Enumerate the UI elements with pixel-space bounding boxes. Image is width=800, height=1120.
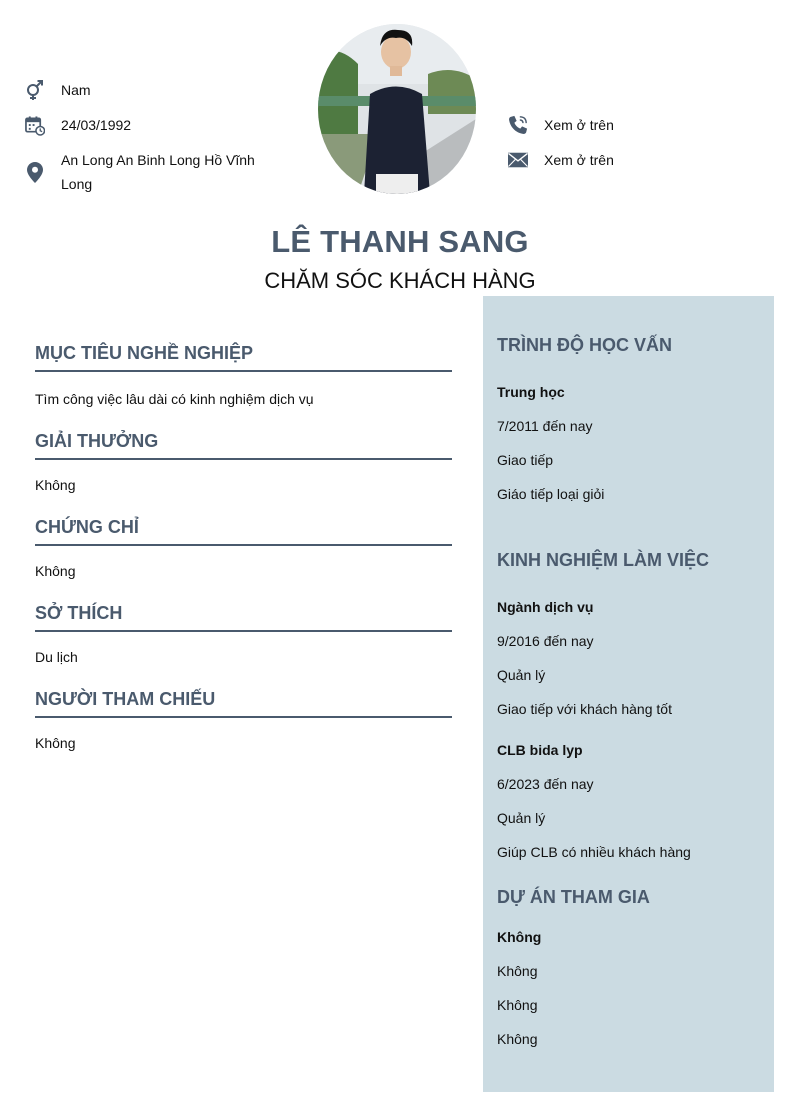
job-title: CHĂM SÓC KHÁCH HÀNG xyxy=(264,268,536,293)
calendar-icon xyxy=(25,113,45,137)
awards-text: Không xyxy=(35,477,76,493)
full-name: LÊ THANH SANG xyxy=(271,224,529,259)
project-name: Không xyxy=(497,929,542,945)
email-icon xyxy=(508,148,528,172)
gender-value: Nam xyxy=(61,82,91,98)
references-heading: NGƯỜI THAM CHIẾU xyxy=(35,689,452,718)
contact-birthday xyxy=(25,113,285,137)
experience-description: Giúp CLB có nhiều khách hàng xyxy=(497,844,691,860)
experience-position: Quản lý xyxy=(497,667,546,683)
contact-email xyxy=(508,148,708,172)
references-text: Không xyxy=(35,735,76,751)
education-school: Trung học xyxy=(497,384,565,400)
project-detail: Không xyxy=(497,963,538,979)
education-period: 7/2011 đến nay xyxy=(497,418,593,434)
contact-gender xyxy=(25,78,285,102)
certificates-text: Không xyxy=(35,563,76,579)
experience-description: Giao tiếp với khách hàng tốt xyxy=(497,701,672,717)
education-heading: TRÌNH ĐỘ HỌC VẤN xyxy=(497,335,672,355)
education-grade: Giáo tiếp loại giỏi xyxy=(497,486,605,502)
experience-company: Ngành dịch vụ xyxy=(497,599,594,615)
email-value: Xem ở trên xyxy=(544,152,614,168)
experience-company: CLB bida lyp xyxy=(497,742,583,758)
phone-value: Xem ở trên xyxy=(544,117,614,133)
experience-period: 6/2023 đến nay xyxy=(497,776,594,792)
project-detail: Không xyxy=(497,1031,538,1047)
contact-phone xyxy=(508,113,708,137)
experience-heading: KINH NGHIỆM LÀM VIỆC xyxy=(497,550,710,570)
address-value: An Long An Binh Long Hồ Vĩnh Long xyxy=(61,152,255,192)
location-pin-icon xyxy=(25,148,45,196)
awards-heading: GIẢI THƯỞNG xyxy=(35,431,452,460)
gender-icon xyxy=(25,78,45,102)
experience-position: Quản lý xyxy=(497,810,546,826)
experience-period: 9/2016 đến nay xyxy=(497,633,594,649)
birthday-value: 24/03/1992 xyxy=(61,117,132,133)
project-detail: Không xyxy=(497,997,538,1013)
avatar xyxy=(318,24,476,194)
contact-address xyxy=(25,148,275,196)
certificates-heading: CHỨNG CHỈ xyxy=(35,517,452,546)
projects-heading: DỰ ÁN THAM GIA xyxy=(497,887,650,907)
avatar-photo xyxy=(318,24,476,194)
objective-heading: MỤC TIÊU NGHỀ NGHIỆP xyxy=(35,343,452,372)
objective-text: Tìm công việc lâu dài có kinh nghiệm dịch vụ xyxy=(35,391,314,407)
phone-icon xyxy=(508,113,528,137)
hobbies-text: Du lịch xyxy=(35,649,78,665)
hobbies-heading: SỞ THÍCH xyxy=(35,603,452,632)
education-major: Giao tiếp xyxy=(497,452,554,468)
